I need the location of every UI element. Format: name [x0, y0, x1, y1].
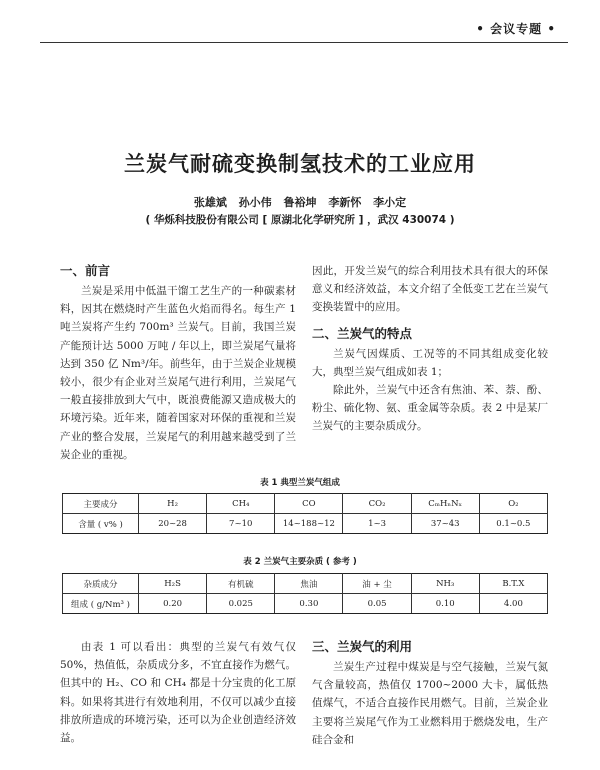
table-cell: 0.30	[275, 594, 343, 614]
table-cell: 0.05	[343, 594, 411, 614]
table-cell: 7~10	[207, 514, 275, 534]
table-header-cell: 油 + 尘	[343, 574, 411, 594]
features-paragraph-1: 兰炭气因煤质、工况等的不同其组成变化较大，典型兰炭气组成如表 1；	[312, 347, 548, 378]
table1-header-row	[63, 494, 548, 514]
table2-caption: 表 2 兰炭气主要杂质 ( 参考 )	[243, 557, 357, 567]
table-header-cell: 焦油	[275, 574, 343, 594]
article-affiliation: ( 华烁科技股份有限公司 [ 原湖北化学研究所 ] ，武汉 430074 )	[145, 214, 455, 226]
analysis-paragraph: 由表 1 可以看出：典型的兰炭气有效气仅 50%，热值低，杂质成分多，不宜直接作为燃气。但其中的 H₂、CO 和 CH₄ 都是十分宝贵的化工原料。如果将其进行有效地利用，不仅可以减少直接排放所造成的环境污染，还可以为企业创造经济效益。	[60, 641, 296, 745]
table-cell: 0.1~0.5	[479, 514, 547, 534]
left-column-upper	[60, 262, 296, 464]
right-column-upper	[312, 262, 548, 436]
table2-header-row	[63, 574, 548, 594]
article-authors: 张雄斌 孙小伟 鲁裕坤 李新怀 李小定	[193, 196, 407, 209]
table-header-cell: CO₂	[343, 494, 411, 514]
features-paragraph-2: 除此外，兰炭气中还含有焦油、苯、萘、酚、粉尘、硫化物、氨、重金属等杂质。表 2 中是某厂兰炭气的主要杂质成分。	[312, 384, 548, 433]
intro-paragraph-1: 兰炭是采用中低温干馏工艺生产的一种碳素材料，因其在燃烧时产生蓝色火焰而得名。每生产 1 吨兰炭将产生约 700m³ 兰炭气。目前，我国兰炭产能预计达 5000 万吨 / 年以上，即兰炭尾气量将达到 350 亿 Nm³/年。前些年，由于兰炭企业规模较小，很少有企业对兰炭尾气进行利用，兰炭尾气一般直接排放到大气中，既浪费能源又造成极大的环境污染。近年来，随着国家对环保的重视和兰炭产业的整合发展，兰炭尾气的利用越来越受到了兰炭企业的重视。	[60, 285, 296, 461]
intro-heading: 一、前言	[60, 263, 111, 278]
table-cell: 4.00	[479, 594, 547, 614]
table-cell: 0.20	[139, 594, 207, 614]
table-header-cell: 主要成分	[63, 494, 139, 514]
table1	[62, 493, 548, 534]
table-cell: 20~28	[139, 514, 207, 534]
article-title: 兰炭气耐硫变换制氢技术的工业应用	[124, 152, 476, 176]
table1-caption: 表 1 典型兰炭气组成	[260, 478, 340, 488]
table-header-cell: 杂质成分	[63, 574, 139, 594]
table-cell: 含量 ( v% )	[63, 514, 139, 534]
table-header-cell: H₂S	[139, 574, 207, 594]
section-tag: • 会议专题 •	[476, 22, 556, 36]
table-cell: 0.025	[207, 594, 275, 614]
table-header-cell: B.T.X	[479, 574, 547, 594]
table-cell: 14~188~12	[275, 514, 343, 534]
table-header-cell: CO	[275, 494, 343, 514]
table-cell: 0.10	[411, 594, 479, 614]
intro-paragraph-2: 因此，开发兰炭气的综合利用技术具有很大的环保意义和经济效益，本文介绍了全低变工艺在兰炭气变换装置中的应用。	[312, 265, 548, 314]
table-row	[63, 594, 548, 614]
header-rule	[40, 42, 568, 43]
usage-heading: 三、兰炭气的利用	[312, 639, 413, 654]
table-header-cell: 有机硫	[207, 574, 275, 594]
table-cell: 组成 ( g/Nm³ )	[63, 594, 139, 614]
table-cell: 37~43	[411, 514, 479, 534]
features-heading: 二、兰炭气的特点	[312, 325, 413, 341]
left-column-lower	[60, 638, 296, 747]
right-column-lower	[312, 638, 548, 749]
table-header-cell: CH₄	[207, 494, 275, 514]
table-row	[63, 514, 548, 534]
table2	[62, 573, 548, 614]
table-header-cell: O₂	[479, 494, 547, 514]
table-header-cell: H₂	[139, 494, 207, 514]
table-header-cell: NH₃	[411, 574, 479, 594]
usage-paragraph: 兰炭生产过程中煤炭是与空气接触，兰炭气氮气含量较高，热值仅 1700~2000 大卡，属低热值煤气，不适合直接作民用燃气。目前，兰炭企业主要将兰炭尾气作为工业燃料用于燃烧发电，生产硅合金和	[312, 661, 548, 746]
table-cell: 1~3	[343, 514, 411, 534]
table-header-cell: CₘHₙNₓ	[411, 494, 479, 514]
